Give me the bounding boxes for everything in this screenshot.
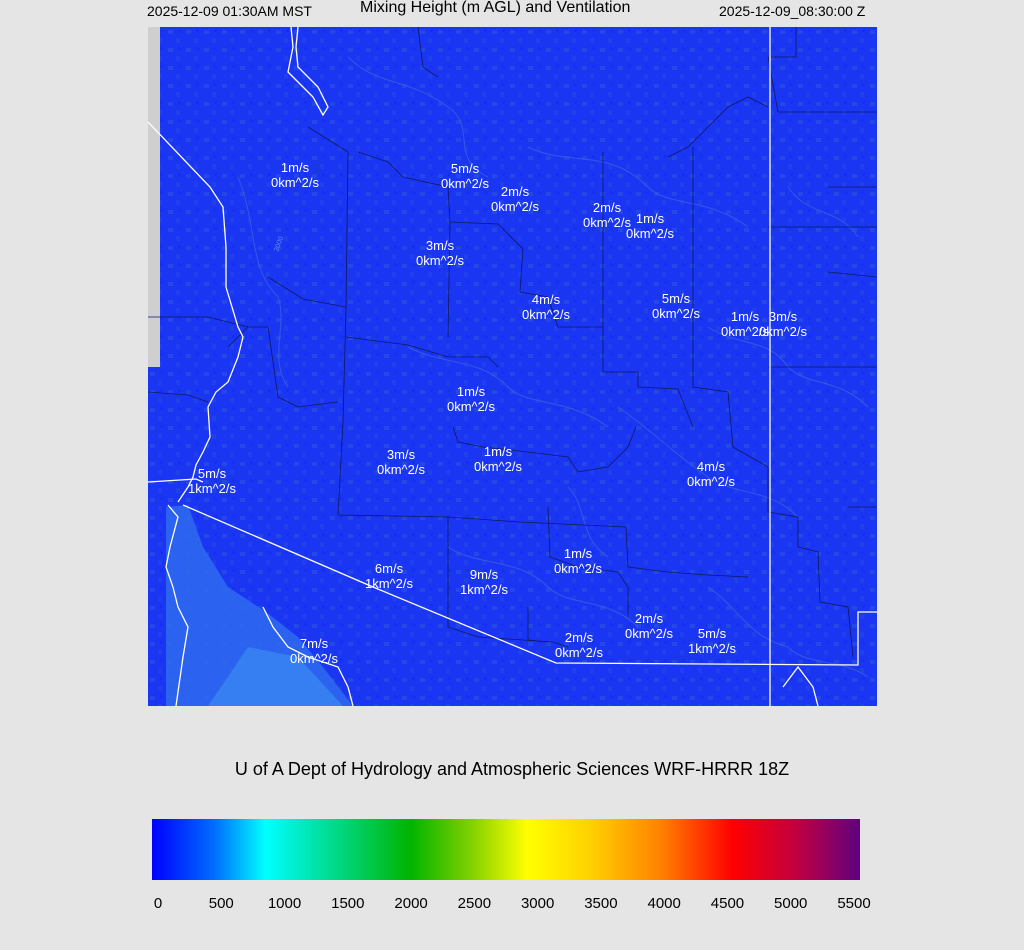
ventilation-value: 0km^2/s <box>553 561 603 576</box>
ventilation-value: 0km^2/s <box>376 462 426 477</box>
ventilation-value: 0km^2/s <box>270 175 320 190</box>
wind-speed-value: 3m/s <box>386 447 416 462</box>
wind-speed-value: 5m/s <box>661 291 691 306</box>
wind-speed-value: 3m/s <box>768 309 798 324</box>
colorbar-tick-label: 0 <box>153 895 163 912</box>
station-label <box>652 291 700 321</box>
station-label <box>377 447 425 477</box>
station-label <box>554 546 602 576</box>
map-title: Mixing Height (m AGL) and Ventilation <box>360 0 631 16</box>
wind-speed-value: 7m/s <box>299 636 329 651</box>
colorbar-tick-label: 5000 <box>774 895 808 912</box>
wind-speed-value: 2m/s <box>634 611 664 626</box>
ventilation-value: 0km^2/s <box>554 645 604 660</box>
ventilation-value: 0km^2/s <box>625 226 675 241</box>
station-label <box>555 630 603 660</box>
station-label <box>416 238 464 268</box>
station-label <box>474 444 522 474</box>
wind-speed-value: 9m/s <box>469 567 499 582</box>
colorbar-tick-label: 4000 <box>647 895 681 912</box>
ventilation-value: 0km^2/s <box>758 324 808 339</box>
station-label <box>491 184 539 214</box>
colorbar-tick-label: 3000 <box>520 895 555 912</box>
ventilation-value: 0km^2/s <box>720 324 770 339</box>
wind-speed-value: 5m/s <box>450 161 480 176</box>
ventilation-value: 0km^2/s <box>521 307 571 322</box>
ventilation-value: 0km^2/s <box>490 199 540 214</box>
wind-speed-value: 5m/s <box>697 626 727 641</box>
ventilation-value: 0km^2/s <box>446 399 496 414</box>
station-label <box>688 626 736 656</box>
colorbar-tick-labels <box>0 894 1024 916</box>
wind-speed-value: 2m/s <box>564 630 594 645</box>
mixing-height-field <box>148 27 877 706</box>
station-label <box>625 611 673 641</box>
colorbar-tick-label: 1000 <box>267 895 302 912</box>
map-layer <box>148 27 877 706</box>
ventilation-value: 0km^2/s <box>582 215 632 230</box>
colorbar-tick-label: 500 <box>208 895 234 912</box>
ventilation-value: 0km^2/s <box>651 306 701 321</box>
colorbar-tick-label: 3500 <box>584 895 618 912</box>
station-label <box>447 384 495 414</box>
ventilation-value: 0km^2/s <box>473 459 523 474</box>
ventilation-value: 1km^2/s <box>459 582 509 597</box>
ventilation-value: 0km^2/s <box>415 253 465 268</box>
utc-time-label: 2025-12-09_08:30:00 Z <box>719 3 866 19</box>
station-label <box>188 466 236 496</box>
colorbar-tick-label: 2000 <box>394 895 428 912</box>
local-time-label: 2025-12-09 01:30AM MST <box>147 3 312 19</box>
ventilation-value: 0km^2/s <box>440 176 490 191</box>
station-label <box>271 160 319 190</box>
station-label <box>522 292 570 322</box>
station-label <box>759 309 807 339</box>
station-label <box>626 211 674 241</box>
ventilation-value: 1km^2/s <box>187 481 237 496</box>
colorbar-tick-label: 1500 <box>331 895 365 912</box>
ventilation-value: 0km^2/s <box>686 474 736 489</box>
wind-speed-value: 1m/s <box>730 309 760 324</box>
wind-speed-value: 4m/s <box>696 459 726 474</box>
wind-speed-value: 2m/s <box>500 184 530 199</box>
wind-speed-value: 5m/s <box>197 466 227 481</box>
wind-speed-value: 3m/s <box>425 238 455 253</box>
mixing-height-map <box>148 27 877 706</box>
ventilation-value: 1km^2/s <box>687 641 737 656</box>
ventilation-value: 1km^2/s <box>364 576 414 591</box>
wind-speed-value: 1m/s <box>563 546 593 561</box>
wind-speed-value: 6m/s <box>374 561 404 576</box>
contour-label: 2000 <box>273 235 286 253</box>
wind-speed-value: 4m/s <box>531 292 561 307</box>
colorbar-gradient <box>152 819 860 880</box>
wind-speed-value: 1m/s <box>483 444 513 459</box>
wind-speed-value: 1m/s <box>280 160 310 175</box>
colorbar-tick-label: 5500 <box>837 895 871 912</box>
ventilation-value: 0km^2/s <box>624 626 674 641</box>
colorbar-tick-label: 2500 <box>457 895 492 912</box>
wind-speed-value: 2m/s <box>592 200 622 215</box>
station-label <box>460 567 508 597</box>
station-label <box>441 161 489 191</box>
no-data-strip <box>148 27 160 367</box>
station-label <box>290 636 338 666</box>
colorbar <box>152 819 860 880</box>
station-label <box>687 459 735 489</box>
wind-speed-value: 1m/s <box>456 384 486 399</box>
credit-line: U of A Dept of Hydrology and Atmospheric Sciences WRF-HRRR 18Z <box>234 759 790 779</box>
wind-speed-value: 1m/s <box>635 211 665 226</box>
colorbar-tick-label: 4500 <box>710 895 745 912</box>
station-label <box>583 200 631 230</box>
station-label <box>365 561 413 591</box>
ventilation-value: 0km^2/s <box>289 651 339 666</box>
